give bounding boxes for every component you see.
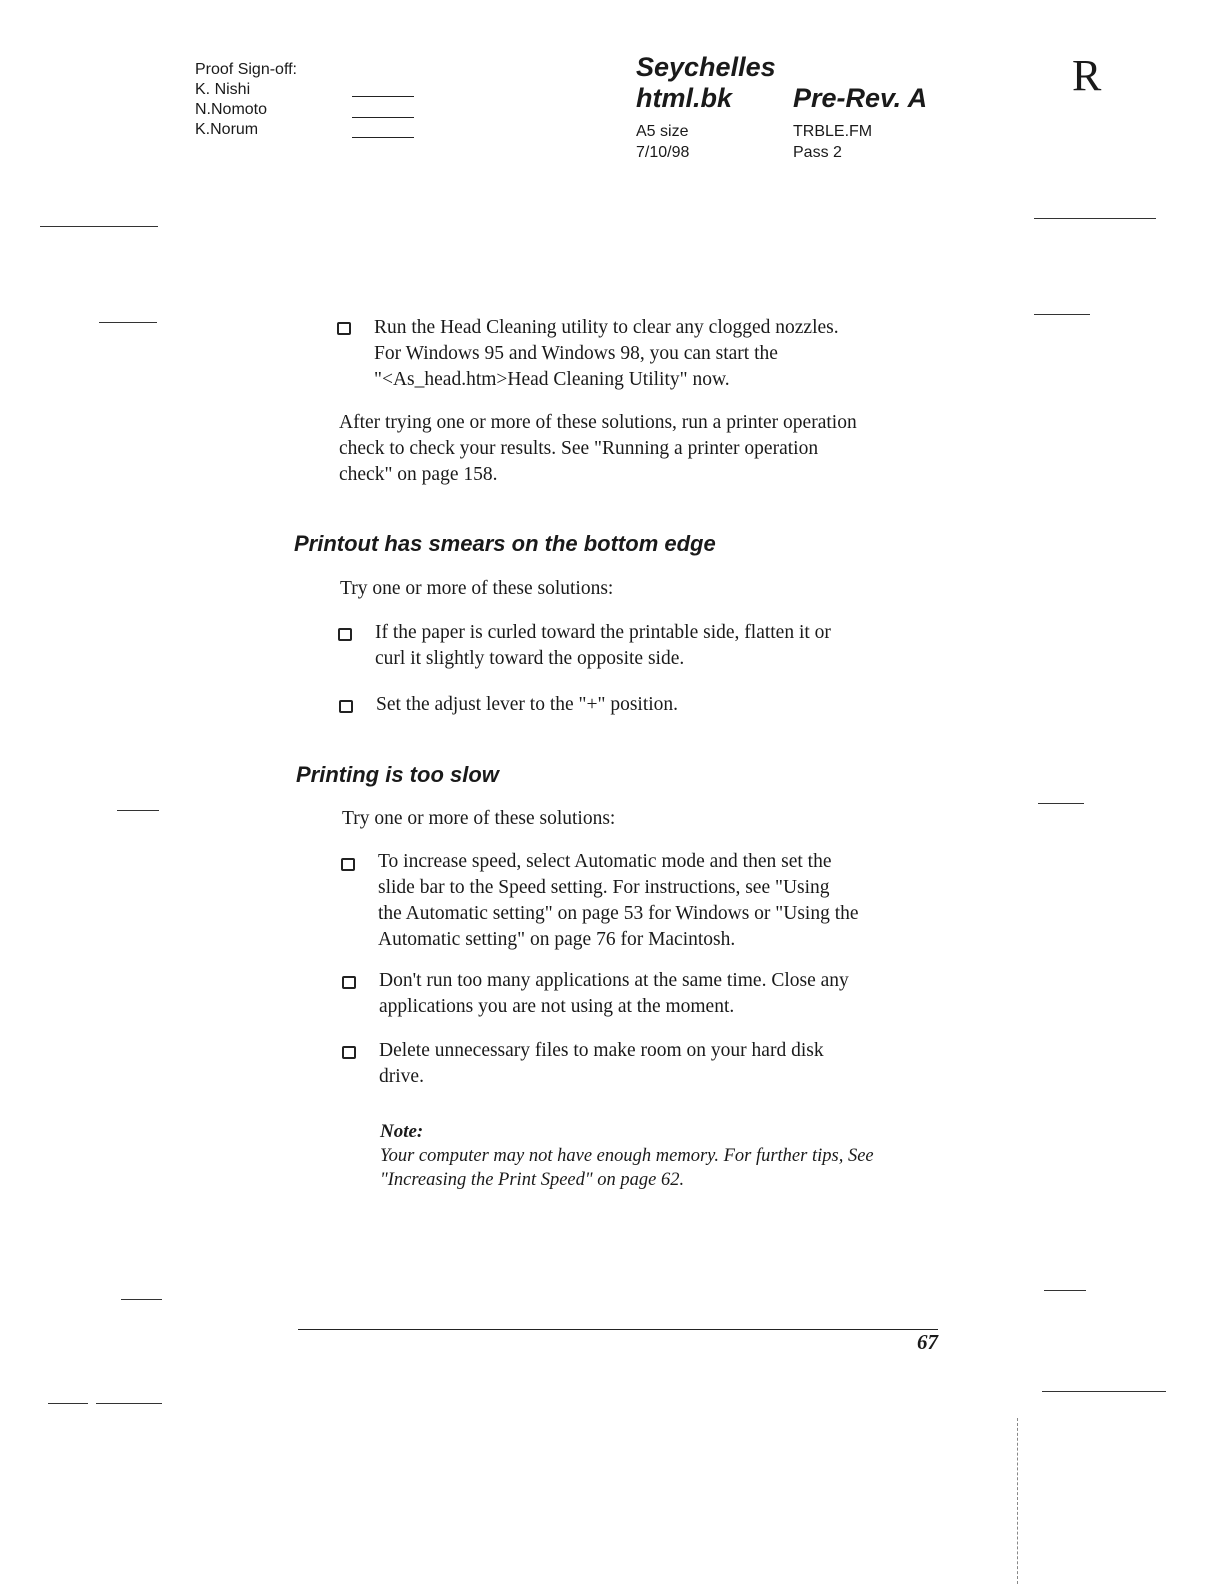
revision-mark: R [1072, 51, 1102, 100]
bullet-item [379, 968, 939, 1020]
bullet-line: the Automatic setting" on page 53 for Windows or "Using the [378, 903, 859, 924]
bullet-item [378, 849, 938, 953]
bullet-line: Delete unnecessary files to make room on your hard disk [379, 1040, 824, 1061]
page-size: A5 size [636, 123, 689, 140]
signature-line [352, 117, 414, 118]
paragraph-line: check to check your results. See "Running a printer operation [339, 438, 819, 459]
paragraph-line: After trying one or more of these solutions, run a printer operation [339, 412, 857, 433]
bullet-line: Automatic setting" on page 76 for Macintosh. [378, 929, 736, 950]
book-title [636, 52, 776, 114]
signer-name: N.Nomoto [195, 101, 268, 118]
signature-line [352, 137, 414, 138]
crop-mark [96, 1403, 162, 1404]
crop-mark [117, 810, 159, 811]
binding-guide [1017, 1418, 1018, 1584]
section-heading: Printing is too slow [296, 762, 499, 787]
note-line: Your computer may not have enough memory. For further tips, See [380, 1146, 874, 1166]
signature-line [352, 96, 414, 97]
paragraph-line: check" on page 158. [339, 464, 498, 485]
checkbox-bullet-icon [339, 700, 353, 713]
crop-mark [1034, 218, 1156, 219]
proof-signoff-label: Proof Sign-off: [195, 61, 297, 78]
bullet-item [374, 315, 934, 393]
note-line: "Increasing the Print Speed" on page 62. [380, 1170, 685, 1190]
crop-mark [1042, 1391, 1166, 1392]
section-heading: Printout has smears on the bottom edge [294, 531, 716, 556]
bullet-line: For Windows 95 and Windows 98, you can start the [374, 343, 778, 364]
book-title-line2: html.bk [636, 83, 733, 113]
checkbox-bullet-icon [342, 1046, 356, 1059]
checkbox-bullet-icon [341, 858, 355, 871]
paragraph [339, 410, 939, 488]
bullet-line: Don't run too many applications at the same time. Close any [379, 970, 849, 991]
bullet-line: drive. [379, 1066, 424, 1087]
document-date: 7/10/98 [636, 144, 690, 161]
crop-mark [1044, 1290, 1086, 1291]
checkbox-bullet-icon [337, 322, 351, 335]
bullet-line: Run the Head Cleaning utility to clear any clogged nozzles. [374, 317, 839, 338]
crop-mark [99, 322, 157, 323]
bullet-item [376, 692, 936, 718]
note-title: Note: [380, 1121, 424, 1142]
signer-name: K.Norum [195, 121, 259, 138]
note-block [380, 1120, 950, 1192]
revision-label: Pre-Rev. A [793, 83, 928, 113]
bullet-line: slide bar to the Speed setting. For instructions, see "Using [378, 877, 830, 898]
crop-mark [1038, 803, 1084, 804]
crop-mark [121, 1299, 162, 1300]
bullet-item [375, 620, 935, 672]
bullet-line: curl it slightly toward the opposite side. [375, 648, 685, 669]
page-number: 67 [917, 1330, 938, 1354]
pass-number: Pass 2 [793, 144, 842, 161]
crop-mark [40, 226, 158, 227]
file-name: TRBLE.FM [793, 123, 873, 140]
bullet-line: Set the adjust lever to the "+" position. [376, 694, 679, 715]
signer-name: K. Nishi [195, 81, 251, 98]
checkbox-bullet-icon [342, 976, 356, 989]
intro-text: Try one or more of these solutions: [342, 808, 616, 829]
book-title-line1: Seychelles [636, 52, 776, 82]
bullet-line: If the paper is curled toward the printable side, flatten it or [375, 622, 831, 643]
proof-signoff-block [195, 60, 297, 140]
bullet-line: applications you are not using at the moment. [379, 996, 735, 1017]
bullet-line: "<As_head.htm>Head Cleaning Utility" now. [374, 369, 730, 390]
intro-text: Try one or more of these solutions: [340, 578, 614, 599]
checkbox-bullet-icon [338, 628, 352, 641]
crop-mark [48, 1403, 88, 1404]
footer-rule [298, 1329, 938, 1330]
bullet-line: To increase speed, select Automatic mode and then set the [378, 851, 832, 872]
bullet-item [379, 1038, 939, 1090]
crop-mark [1034, 314, 1090, 315]
